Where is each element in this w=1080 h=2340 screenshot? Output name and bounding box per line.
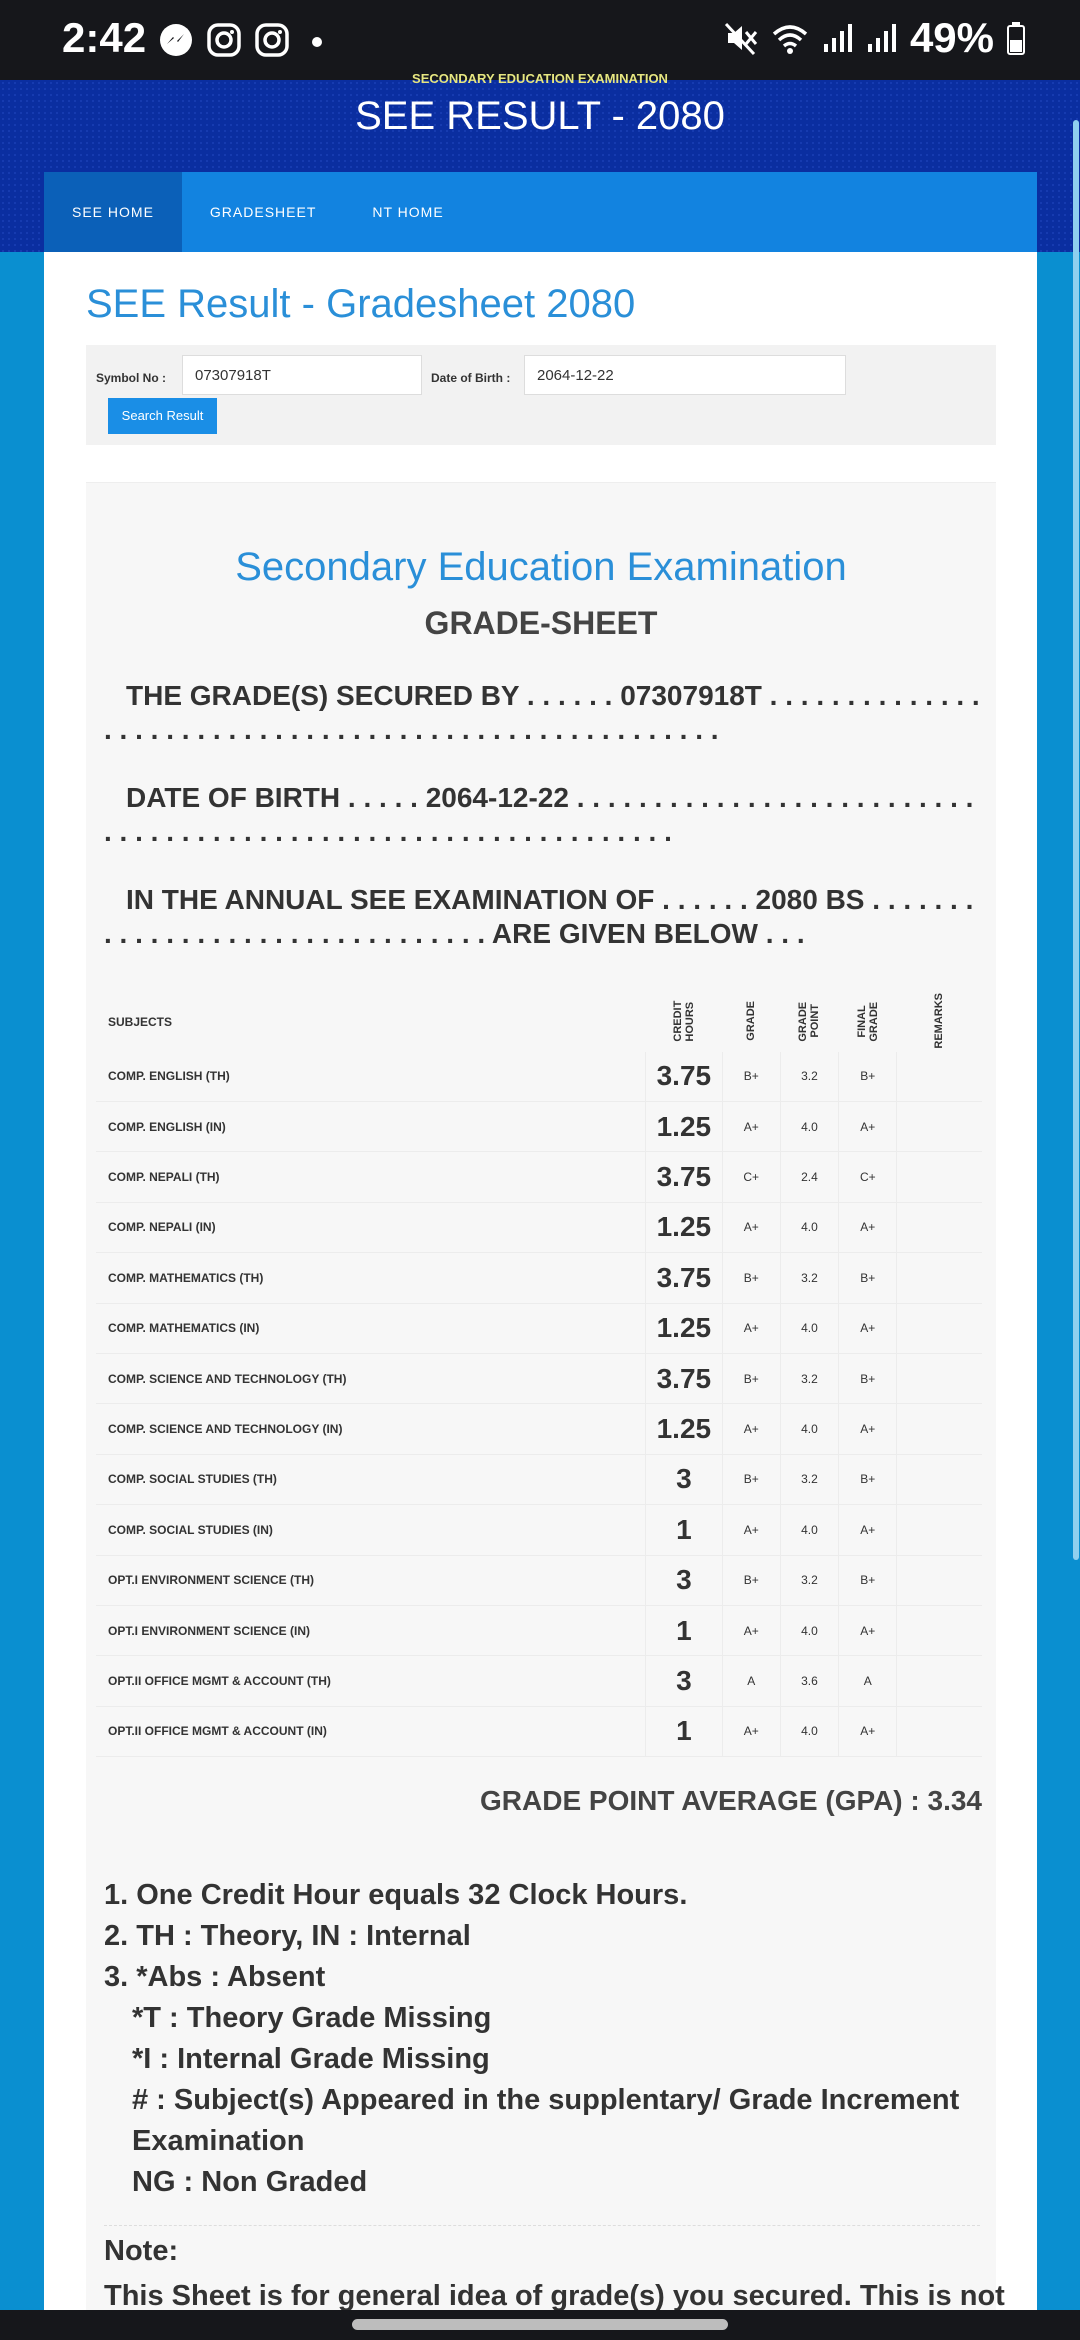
remarks-cell <box>897 1303 982 1353</box>
table-row <box>96 1454 982 1504</box>
grade-cell: A <box>722 1656 780 1706</box>
grade-point-cell: 3.2 <box>780 1052 838 1102</box>
grade-cell: B+ <box>722 1353 780 1403</box>
credit-hours-cell: 1 <box>646 1505 723 1555</box>
credit-hours-cell: 1 <box>646 1706 723 1756</box>
search-form <box>86 345 996 445</box>
header-credit-hours: CREDIT HOURS <box>671 1000 696 1042</box>
exam-line: IN THE ANNUAL SEE EXAMINATION OF . . . . . . 2080 BS . . . . . . . . . . . . . . . . . . . . . . . . . . . . . . . . ARE GIVEN BELOW . . . <box>104 884 974 949</box>
remarks-cell <box>897 1052 982 1102</box>
remarks-cell <box>897 1505 982 1555</box>
subject-cell: COMP. NEPALI (IN) <box>96 1202 646 1252</box>
final-grade-cell: A+ <box>839 1404 897 1454</box>
site-banner <box>0 71 1080 252</box>
table-row <box>96 1555 982 1605</box>
grade-point-cell: 4.0 <box>780 1605 838 1655</box>
grade-cell: A+ <box>722 1706 780 1756</box>
secured-by-line: THE GRADE(S) SECURED BY . . . . . . 07307918T . . . . . . . . . . . . . . . . . . . . . . . . . . . . . . . . . . . . . . . . . . . . . . . . . . . . . . <box>104 680 980 745</box>
subject-cell: COMP. ENGLISH (IN) <box>96 1102 646 1152</box>
remarks-cell <box>897 1454 982 1504</box>
table-row <box>96 1152 982 1202</box>
remarks-cell <box>897 1404 982 1454</box>
grades-table <box>96 993 982 1757</box>
battery-percent: 49% <box>909 14 994 61</box>
table-row <box>96 1202 982 1252</box>
subject-cell: COMP. ENGLISH (TH) <box>96 1052 646 1102</box>
messenger-icon <box>158 22 194 58</box>
table-row <box>96 1102 982 1152</box>
note-item: 3. *Abs : Absent <box>104 1961 326 1993</box>
subject-cell: COMP. SCIENCE AND TECHNOLOGY (TH) <box>96 1353 646 1403</box>
final-grade-cell: A+ <box>839 1202 897 1252</box>
banner-title: SEE RESULT - 2080 <box>355 94 725 138</box>
credit-hours-cell: 3.75 <box>646 1052 723 1102</box>
notes-list <box>104 1875 984 2203</box>
grade-point-cell: 4.0 <box>780 1505 838 1555</box>
system-icons <box>724 14 1026 62</box>
note-item: *T : Theory Grade Missing <box>132 2002 492 2034</box>
credit-hours-cell: 3 <box>646 1555 723 1605</box>
instagram-icon <box>206 22 242 58</box>
final-grade-cell: A+ <box>839 1303 897 1353</box>
table-row <box>96 1353 982 1403</box>
credit-hours-cell: 1.25 <box>646 1303 723 1353</box>
signal-icon <box>822 20 854 56</box>
grade-cell: A+ <box>722 1303 780 1353</box>
notification-icons <box>158 22 332 58</box>
status-time: 2:42 <box>62 14 147 61</box>
grade-point-cell: 4.0 <box>780 1102 838 1152</box>
credit-hours-cell: 3 <box>646 1656 723 1706</box>
search-result-button[interactable]: Search Result <box>108 398 217 434</box>
grade-point-cell: 4.0 <box>780 1706 838 1756</box>
grade-cell: A+ <box>722 1404 780 1454</box>
header-remarks: REMARKS <box>933 993 946 1049</box>
page-title: SEE Result - Gradesheet 2080 <box>86 282 636 326</box>
dob-line: DATE OF BIRTH . . . . . 2064-12-22 . . . . . . . . . . . . . . . . . . . . . . . . . . . . . . . . . . . . . . . . . . . . . . . . . . . . . . . . . . . . . . . <box>104 782 974 847</box>
grade-cell: B+ <box>722 1052 780 1102</box>
subject-cell: OPT.II OFFICE MGMT & ACCOUNT (TH) <box>96 1656 646 1706</box>
final-grade-cell: A <box>839 1656 897 1706</box>
credit-hours-cell: 1.25 <box>646 1404 723 1454</box>
table-row <box>96 1706 982 1756</box>
final-grade-cell: B+ <box>839 1253 897 1303</box>
header-subjects: SUBJECTS <box>108 1015 173 1030</box>
grade-cell: B+ <box>722 1253 780 1303</box>
note-item: *I : Internal Grade Missing <box>132 2043 490 2075</box>
grade-cell: A+ <box>722 1102 780 1152</box>
credit-hours-cell: 3.75 <box>646 1152 723 1202</box>
symbol-input[interactable]: 07307918T <box>182 355 422 395</box>
credit-hours-cell: 3.75 <box>646 1353 723 1403</box>
nav-gradesheet[interactable]: GRADESHEET <box>209 204 317 220</box>
remarks-cell <box>897 1253 982 1303</box>
header-grade: GRADE <box>745 1000 758 1041</box>
remarks-cell <box>897 1353 982 1403</box>
note-item: # : Subject(s) Appeared in the supplentary/ Grade Increment Examination <box>132 2084 960 2157</box>
table-row <box>96 1605 982 1655</box>
header-final-grade: FINAL GRADE <box>855 1000 880 1041</box>
table-header <box>96 993 982 1052</box>
grade-point-cell: 3.2 <box>780 1454 838 1504</box>
final-grade-cell: C+ <box>839 1152 897 1202</box>
note-item: 1. One Credit Hour equals 32 Clock Hours. <box>104 1879 688 1911</box>
symbol-label: Symbol No : <box>96 371 167 385</box>
final-grade-cell: B+ <box>839 1052 897 1102</box>
remarks-cell <box>897 1102 982 1152</box>
home-indicator[interactable] <box>352 2319 728 2330</box>
subject-cell: COMP. SOCIAL STUDIES (IN) <box>96 1505 646 1555</box>
grade-cell: A+ <box>722 1505 780 1555</box>
grade-point-cell: 3.2 <box>780 1253 838 1303</box>
table-row <box>96 1505 982 1555</box>
grade-point-cell: 2.4 <box>780 1152 838 1202</box>
sheet-title: Secondary Education Examination <box>235 545 847 589</box>
credit-hours-cell: 3.75 <box>646 1253 723 1303</box>
credit-hours-cell: 1 <box>646 1605 723 1655</box>
credit-hours-cell: 3 <box>646 1454 723 1504</box>
final-grade-cell: A+ <box>839 1505 897 1555</box>
grade-point-cell: 4.0 <box>780 1303 838 1353</box>
table-row <box>96 1404 982 1454</box>
grade-point-cell: 3.2 <box>780 1353 838 1403</box>
subject-cell: COMP. NEPALI (TH) <box>96 1152 646 1202</box>
table-row <box>96 1656 982 1706</box>
grade-point-cell: 3.6 <box>780 1656 838 1706</box>
final-grade-cell: B+ <box>839 1353 897 1403</box>
grade-point-cell: 4.0 <box>780 1202 838 1252</box>
note-text: This Sheet is for general idea of grade(s) you secured. This is not <box>104 2280 1005 2310</box>
remarks-cell <box>897 1202 982 1252</box>
subject-cell: COMP. SCIENCE AND TECHNOLOGY (IN) <box>96 1404 646 1454</box>
credit-hours-cell: 1.25 <box>646 1202 723 1252</box>
subject-cell: COMP. MATHEMATICS (TH) <box>96 1253 646 1303</box>
subject-cell: COMP. MATHEMATICS (IN) <box>96 1303 646 1353</box>
final-grade-cell: A+ <box>839 1706 897 1756</box>
credit-hours-cell: 1.25 <box>646 1102 723 1152</box>
scrollbar[interactable] <box>1073 120 1079 1560</box>
note-item: NG : Non Graded <box>132 2166 368 2198</box>
subject-cell: OPT.II OFFICE MGMT & ACCOUNT (IN) <box>96 1706 646 1756</box>
grade-point-cell: 3.2 <box>780 1555 838 1605</box>
nav-see-home[interactable]: SEE HOME <box>44 172 182 252</box>
grade-cell: B+ <box>722 1555 780 1605</box>
remarks-cell <box>897 1605 982 1655</box>
status-bar <box>0 0 1080 80</box>
signal-icon <box>866 20 898 56</box>
instagram-icon <box>254 22 290 58</box>
final-grade-cell: A+ <box>839 1605 897 1655</box>
subject-cell: OPT.I ENVIRONMENT SCIENCE (IN) <box>96 1605 646 1655</box>
mute-icon <box>724 20 758 56</box>
grade-cell: A+ <box>722 1202 780 1252</box>
dob-input[interactable]: 2064-12-22 <box>524 355 846 395</box>
sheet-subtitle: GRADE-SHEET <box>424 605 658 641</box>
divider <box>104 2225 980 2226</box>
subject-cell: OPT.I ENVIRONMENT SCIENCE (TH) <box>96 1555 646 1605</box>
nav-nt-home[interactable]: NT HOME <box>372 204 444 220</box>
remarks-cell <box>897 1152 982 1202</box>
final-grade-cell: A+ <box>839 1102 897 1152</box>
final-grade-cell: B+ <box>839 1454 897 1504</box>
table-row <box>96 1303 982 1353</box>
table-row <box>96 1253 982 1303</box>
gpa-text: GRADE POINT AVERAGE (GPA) : 3.34 <box>480 1785 982 1816</box>
remarks-cell <box>897 1555 982 1605</box>
dot-icon <box>302 22 332 58</box>
grade-cell: A+ <box>722 1605 780 1655</box>
header-grade-point: GRADE POINT <box>797 1000 822 1041</box>
banner-subtitle: SECONDARY EDUCATION EXAMINATION <box>412 71 668 86</box>
final-grade-cell: B+ <box>839 1555 897 1605</box>
remarks-cell <box>897 1706 982 1756</box>
table-row <box>96 1052 982 1102</box>
grade-cell: C+ <box>722 1152 780 1202</box>
dob-label: Date of Birth : <box>431 371 511 385</box>
remarks-cell <box>897 1656 982 1706</box>
note-item: 2. TH : Theory, IN : Internal <box>104 1920 471 1952</box>
note-title: Note: <box>104 2235 179 2267</box>
battery-icon <box>1006 20 1026 56</box>
grade-sheet <box>86 482 1005 2310</box>
grade-point-cell: 4.0 <box>780 1404 838 1454</box>
main-nav <box>44 172 1037 252</box>
grade-cell: B+ <box>722 1454 780 1504</box>
content-panel <box>44 252 1037 2310</box>
subject-cell: COMP. SOCIAL STUDIES (TH) <box>96 1454 646 1504</box>
wifi-icon <box>770 20 810 56</box>
